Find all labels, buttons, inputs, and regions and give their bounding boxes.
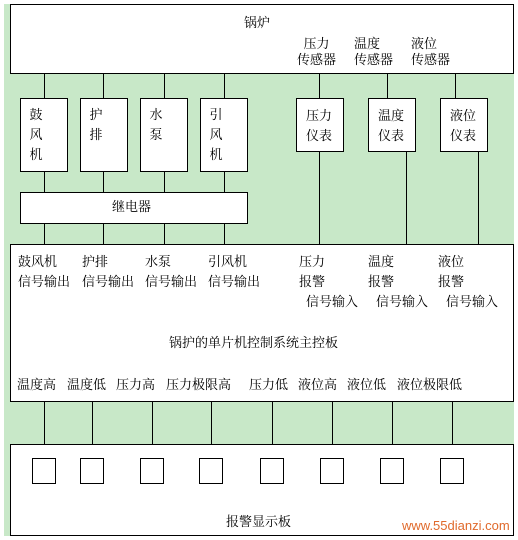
connector-line [103,224,104,244]
connector-line [224,74,225,98]
connector-line [272,402,273,444]
pressure-alarm-input-label: 信号输入 [306,295,359,310]
connector-line [332,402,333,444]
label-level-limit-low: 液位极限低 [397,378,463,393]
connector-line [211,402,212,444]
connector-line [455,74,456,98]
label-temp-low: 温度低 [67,378,107,393]
connector-line [319,74,320,98]
level-alarm-input-label: 信号输入 [446,295,499,310]
temperature-sensor-text: 温度 传感器 [354,37,394,68]
alarm-indicator [380,458,404,484]
watermark: www.55dianzi.com [402,518,510,533]
blower-output-label: 鼓风机 信号输出 [18,255,71,290]
connector-line [44,172,45,192]
connector-line [224,172,225,192]
temperature-meter-label: 温度 仪表 [378,109,405,144]
pump-label: 水泵 [149,108,163,143]
blower-label: 鼓风机 [29,108,43,163]
induced-fan-output-label: 引风机 信号输出 [208,255,261,290]
connector-line [103,172,104,192]
alarm-indicator [199,458,223,484]
pressure-sensor-label [297,37,336,69]
pump-output-label: 水泵 信号输出 [145,255,198,290]
grate-label: 护排 [89,108,103,143]
pressure-alarm-label: 压力 报警 [299,255,326,290]
connector-line [406,152,407,244]
level-meter-label: 液位 仪表 [450,109,477,144]
level-sensor-label [411,37,450,69]
level-alarm-label: 液位 报警 [438,255,465,290]
connector-line [164,172,165,192]
alarm-indicator [140,458,164,484]
relay-label: 继电器 [112,200,152,215]
connector-line [44,224,45,244]
connector-line [92,402,93,444]
boiler-title: 锅炉 [244,16,271,31]
connector-line [387,74,388,98]
connector-line [164,74,165,98]
alarm-indicator [260,458,284,484]
level-sensor-text: 液位 传感器 [411,37,451,68]
connector-line [478,152,479,244]
grate-output-label: 护排 信号输出 [82,255,135,290]
main-board-title: 锅护的单片机控制系统主控板 [169,336,339,351]
temperature-alarm-label: 温度 报警 [368,255,395,290]
pressure-sensor-text: 压力 传感器 [297,37,337,68]
connector-line [319,152,320,244]
alarm-indicator [80,458,104,484]
alarm-indicator [440,458,464,484]
label-pressure-limit-high: 压力极限高 [166,378,232,393]
temperature-alarm-input-label: 信号输入 [376,295,429,310]
label-pressure-high: 压力高 [116,378,156,393]
alarm-board-title: 报警显示板 [226,515,292,530]
label-level-low: 液位低 [347,378,387,393]
label-temp-high: 温度高 [17,378,57,393]
label-pressure-low: 压力低 [249,378,289,393]
connector-line [224,224,225,244]
connector-line [452,402,453,444]
pressure-meter-label: 压力 仪表 [306,109,333,144]
connector-line [103,74,104,98]
connector-line [152,402,153,444]
connector-line [392,402,393,444]
connector-line [44,74,45,98]
connector-line [44,402,45,444]
label-level-high: 液位高 [298,378,338,393]
connector-line [164,224,165,244]
induced-fan-label: 引风机 [209,108,223,163]
temperature-sensor-label [354,37,393,69]
alarm-indicator [320,458,344,484]
alarm-indicator [32,458,56,484]
